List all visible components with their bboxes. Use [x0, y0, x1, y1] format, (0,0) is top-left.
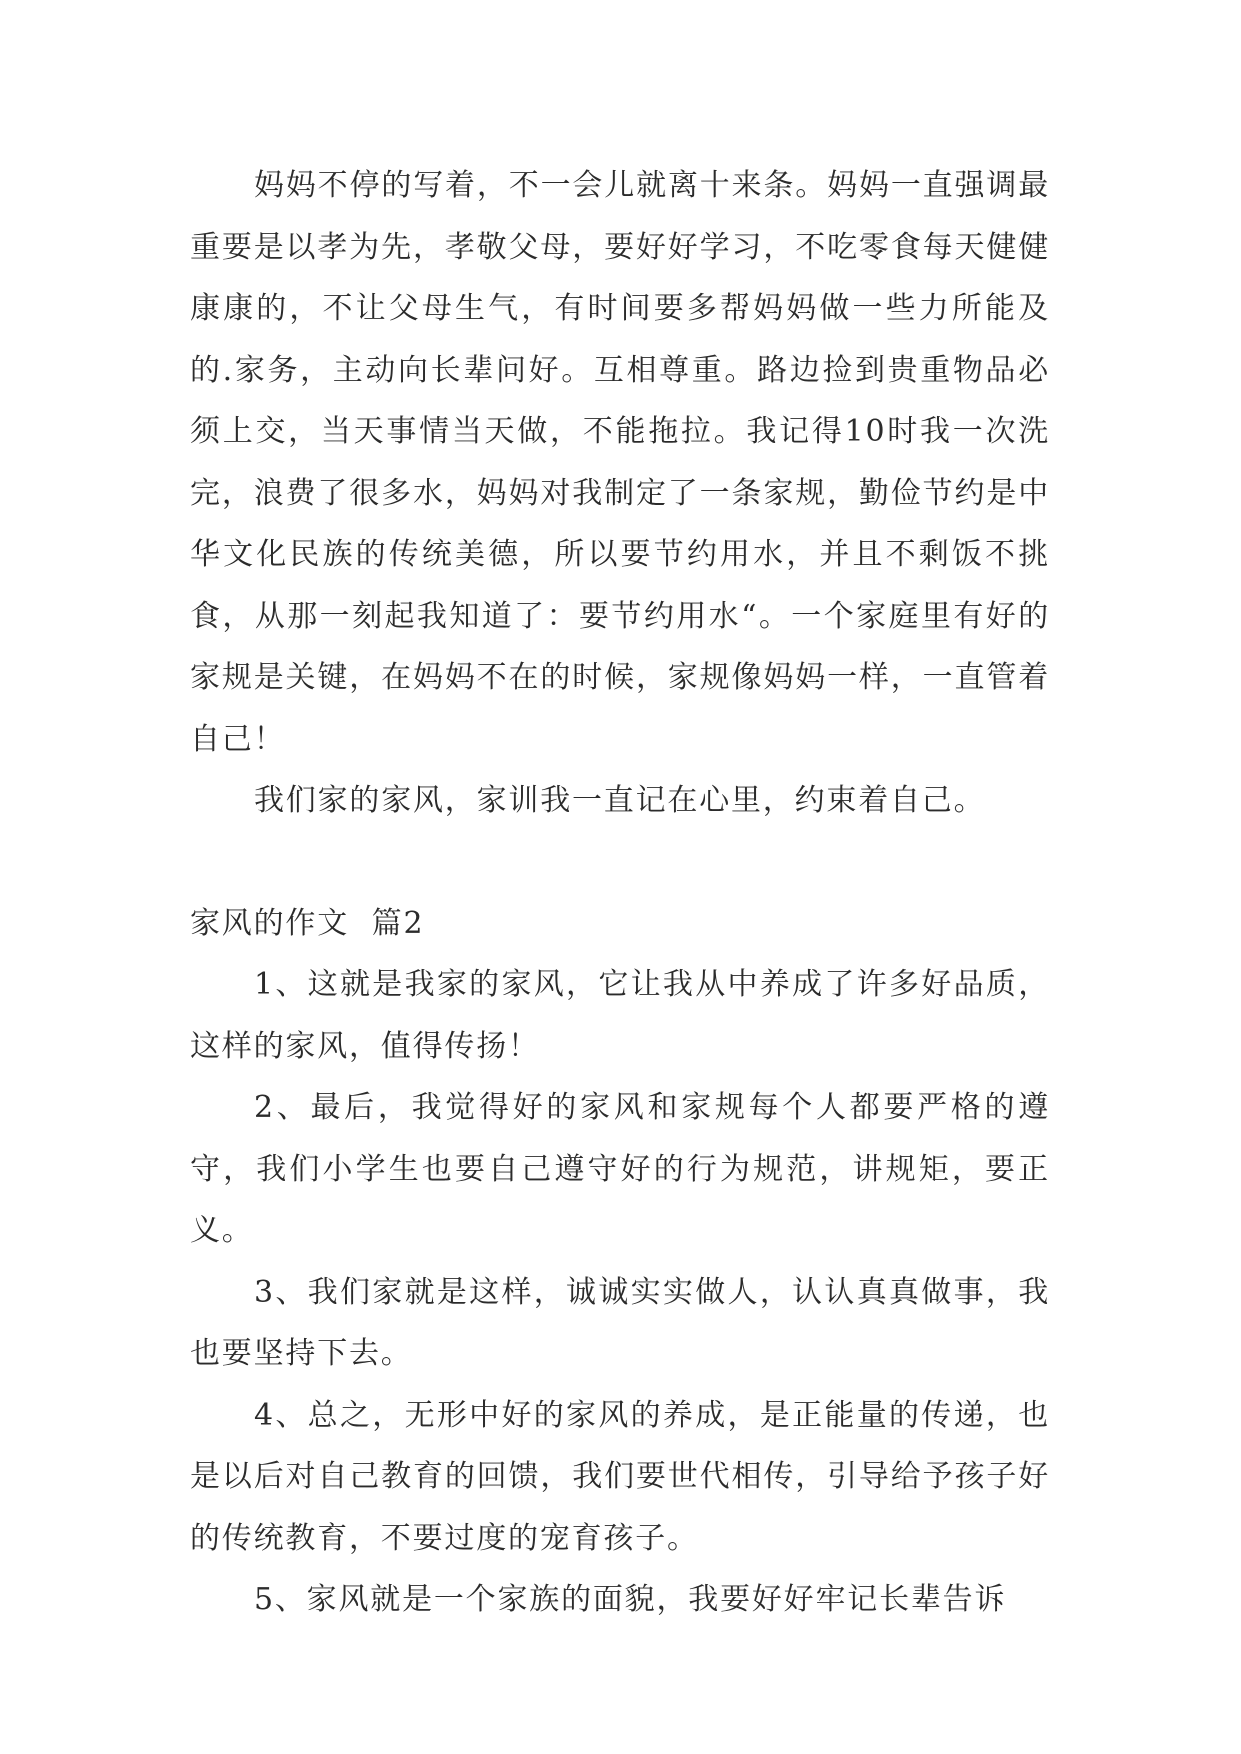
paragraph-item-2: 2、最后，我觉得好的家风和家规每个人都要严格的遵守，我们小学生也要自己遵守好的行为规范，讲规矩，要正义。	[190, 1090, 1050, 1248]
paragraph-item-5: 5、家风就是一个家族的面貌，我要好好牢记长辈告诉	[254, 1582, 1007, 1617]
paragraph-family-rules: 妈妈不停的写着，不一会儿就离十来条。妈妈一直强调最重要是以孝为先，孝敬父母，要好好学习，不吃零食每天健健康康的，不让父母生气，有时间要多帮妈妈做一些力所能及的.家务，主动向长辈问好。互相尊重。路边捡到贵重物品必须上交，当天事情当天做，不能拖拉。我记得10时我一次洗完，浪费了很多水，妈妈对我制定了一条家规，勤俭节约是中华文化民族的传统美德，所以要节约用水，并且不剩饭不挑食，从那一刻起我知道了：要节约用水“。一个家庭里有好的家规是关键，在妈妈不在的时候，家规像妈妈一样，一直管着自己！	[190, 168, 1050, 757]
paragraph-item-3: 3、我们家就是这样，诚诚实实做人，认认真真做事，我也要坚持下去。	[190, 1274, 1050, 1371]
paragraph-item-1: 1、这就是我家的家风，它让我从中养成了许多好品质，这样的家风，值得传扬！	[190, 967, 1050, 1064]
document-body	[190, 155, 1050, 1631]
paragraph-family-motto: 我们家的家风，家训我一直记在心里，约束着自己。	[254, 783, 986, 818]
section-title: 家风的作文 篇2	[190, 905, 425, 941]
paragraph-item-4: 4、总之，无形中好的家风的养成，是正能量的传递，也是以后对自己教育的回馈，我们要世代相传，引导给予孩子好的传统教育，不要过度的宠育孩子。	[190, 1397, 1050, 1556]
